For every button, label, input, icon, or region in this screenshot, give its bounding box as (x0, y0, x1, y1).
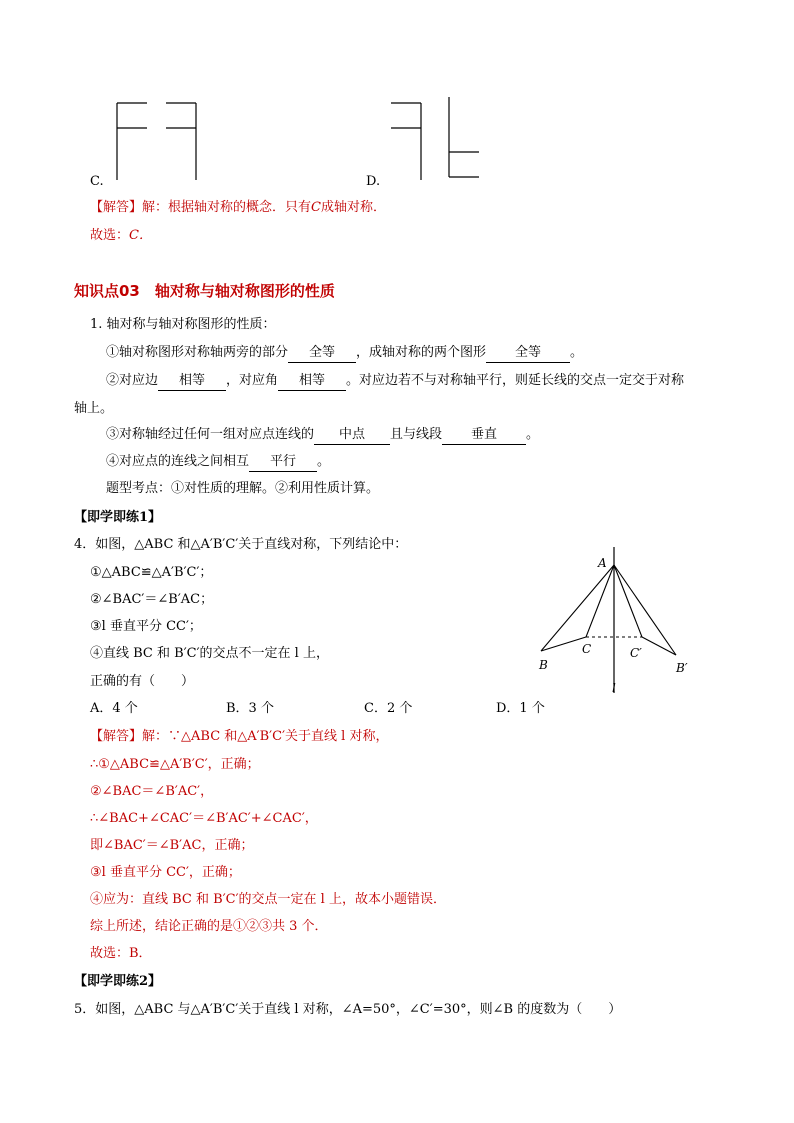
q4-option-d[interactable]: D．1 个 (496, 701, 545, 716)
answer-2-line-5: 即∠BAC′＝∠B′AC，正确； (90, 838, 254, 853)
prop-2: ②对应边 相等 ，对应角 相等 。对应边若不与对称轴平行，则延长线的交点一定交于对称 (106, 372, 684, 391)
option-c-label: C. (90, 174, 104, 189)
answer-1: 【解答】解：根据轴对称的概念．只有C成轴对称． (90, 200, 386, 215)
practice-2-label: 【即学即练2】 (74, 974, 162, 989)
q4-ask: 正确的有（ ） (90, 674, 195, 689)
option-c-figure (110, 95, 210, 185)
answer-2-line-9: 故选：B． (90, 946, 152, 961)
q4-claim-2: ②∠BAC′＝∠B′AC； (90, 592, 214, 607)
answer-2-line-2: ∴①△ABC≌△A′B′C′，正确； (90, 757, 260, 772)
line-l-label: l (612, 681, 616, 695)
answer-2-line-7: ④应为：直线 BC 和 B′C′的交点一定在 l 上，故本小题错误． (90, 892, 446, 907)
option-d-label: D. (366, 174, 381, 189)
answer-2-line-4: ∴∠BAC+∠CAC′＝∠B′AC′+∠CAC′， (90, 811, 318, 826)
q5-stem: 5．如图，△ABC 与△A′B′C′关于直线 l 对称，∠A=50°，∠C′=30°，则∠B 的度数为（ ） (74, 1002, 622, 1017)
answer-2-line-1: 【解答】解：∵△ABC 和△A′B′C′关于直线 l 对称， (90, 729, 389, 744)
answer-2-line-6: ③l 垂直平分 CC′，正确； (90, 865, 241, 880)
segment-AB (541, 565, 614, 651)
q4-figure (530, 545, 720, 705)
point-B2-label: B′ (676, 661, 688, 675)
segment-B2C2 (642, 637, 676, 655)
point-A-label: A (598, 556, 607, 570)
segment-AC2 (614, 565, 642, 637)
q4-stem: 4．如图，△ABC 和△A′B′C′关于直线对称，下列结论中： (74, 537, 408, 552)
props-heading: 1. 轴对称与轴对称图形的性质： (90, 317, 276, 332)
q4-option-a[interactable]: A．4 个 (90, 701, 138, 716)
answer-2-line-8: 综上所述，结论正确的是①②③共 3 个． (90, 919, 328, 934)
point-B-label: B (539, 658, 548, 672)
prop-5: 题型考点：①对性质的理解。②利用性质计算。 (106, 481, 380, 496)
segment-AB2 (614, 565, 676, 655)
option-d-figure (385, 95, 485, 185)
practice-1-label: 【即学即练1】 (74, 510, 162, 525)
q4-claim-1: ①△ABC≌△A′B′C′； (90, 565, 213, 580)
section-title: 知识点03 轴对称与轴对称图形的性质 (74, 282, 335, 300)
segment-BC (541, 637, 586, 651)
q4-option-b[interactable]: B．3 个 (226, 701, 274, 716)
prop-3: ③对称轴经过任何一组对应点连线的 中点 且与线段 垂直 。 (106, 426, 539, 445)
prop-2-cont: 轴上。 (74, 401, 114, 416)
answer-tag: 【解答】 (90, 200, 143, 215)
answer-2-line-3: ②∠BAC＝∠B′AC′， (90, 784, 214, 799)
q4-claim-4: ④直线 BC 和 B′C′的交点不一定在 l 上， (90, 646, 329, 661)
answer-1-pick: 故选：C． (90, 228, 152, 243)
prop-1: ①轴对称图形对称轴两旁的部分 全等 ，成轴对称的两个图形 全等 。 (106, 344, 583, 363)
point-C2-label: C′ (630, 646, 642, 660)
q4-claim-3: ③l 垂直平分 CC′； (90, 619, 202, 634)
prop-4: ④对应点的连线之间相互 平行 。 (106, 453, 330, 472)
segment-AC (586, 565, 614, 637)
point-C-label: C (582, 642, 592, 656)
q4-option-c[interactable]: C．2 个 (364, 701, 413, 716)
